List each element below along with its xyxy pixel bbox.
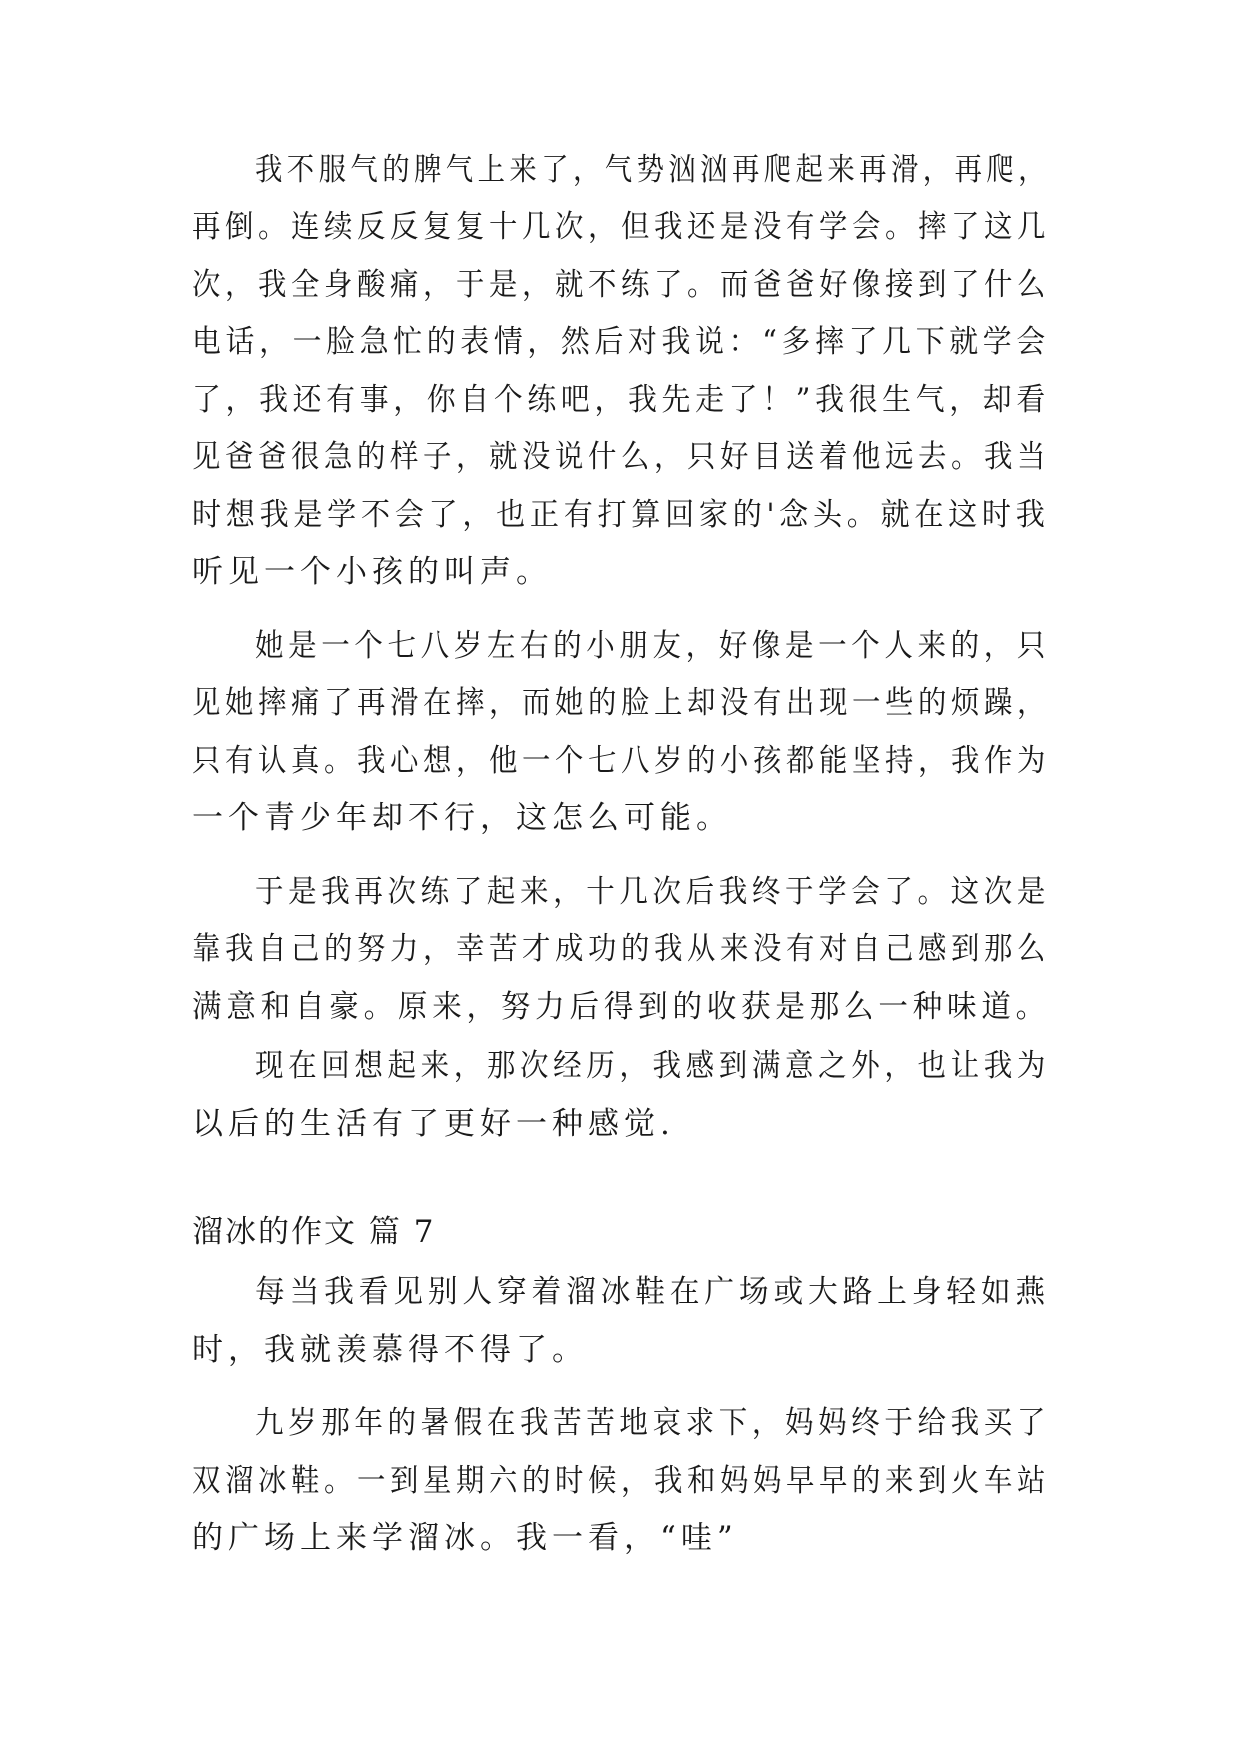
paragraph-line: 电话，一脸急忙的表情，然后对我说：“多摔了几下就学会 [192,324,1050,360]
paragraph-line: 我不服气的脾气上来了，气势汹汹再爬起来再滑，再爬， [255,152,1050,188]
paragraph-line: 满意和自豪。原来，努力后得到的收获是那么一种味道。 [192,989,1050,1025]
paragraph-line: 时想我是学不会了，也正有打算回家的'念头。就在这时我 [192,497,1050,533]
paragraph-line: 一个青少年却不行，这怎么可能。 [192,800,732,836]
paragraph-line: 见爸爸很急的样子，就没说什么，只好目送着他远去。我当 [192,439,1051,475]
paragraph-line: 九岁那年的暑假在我苦苦地哀求下，妈妈终于给我买了 [255,1405,1050,1441]
paragraph-line: 每当我看见别人穿着溜冰鞋在广场或大路上身轻如燕 [255,1274,1050,1310]
paragraph-line: 次，我全身酸痛，于是，就不练了。而爸爸好像接到了什么 [192,267,1051,303]
paragraph-line: 靠我自己的努力，幸苦才成功的我从来没有对自己感到那么 [192,931,1051,967]
paragraph-line: 她是一个七八岁左右的小朋友，好像是一个人来的，只 [255,628,1050,664]
paragraph-line: 了，我还有事，你自个练吧，我先走了！”我很生气，却看 [192,382,1050,418]
paragraph-line: 听见一个小孩的叫声。 [192,554,552,590]
paragraph-line: 的广场上来学溜冰。我一看，“哇” [192,1520,738,1556]
paragraph-line: 只有认真。我心想，他一个七八岁的小孩都能坚持，我作为 [192,743,1051,779]
paragraph-line: 双溜冰鞋。一到星期六的时候，我和妈妈早早的来到火车站 [192,1463,1051,1499]
section-heading: 溜冰的作文 篇 7 [192,1214,436,1250]
paragraph-line: 时，我就羡慕得不得了。 [192,1332,588,1368]
paragraph-line: 见她摔痛了再滑在摔，而她的脸上却没有出现一些的烦躁， [192,685,1051,721]
paragraph-line: 现在回想起来，那次经历，我感到满意之外，也让我为 [255,1048,1050,1084]
paragraph-line: 再倒。连续反反复复十几次，但我还是没有学会。摔了这几 [192,209,1051,245]
paragraph-line: 于是我再次练了起来，十几次后我终于学会了。这次是 [255,874,1050,910]
paragraph-line: 以后的生活有了更好一种感觉. [192,1106,675,1142]
